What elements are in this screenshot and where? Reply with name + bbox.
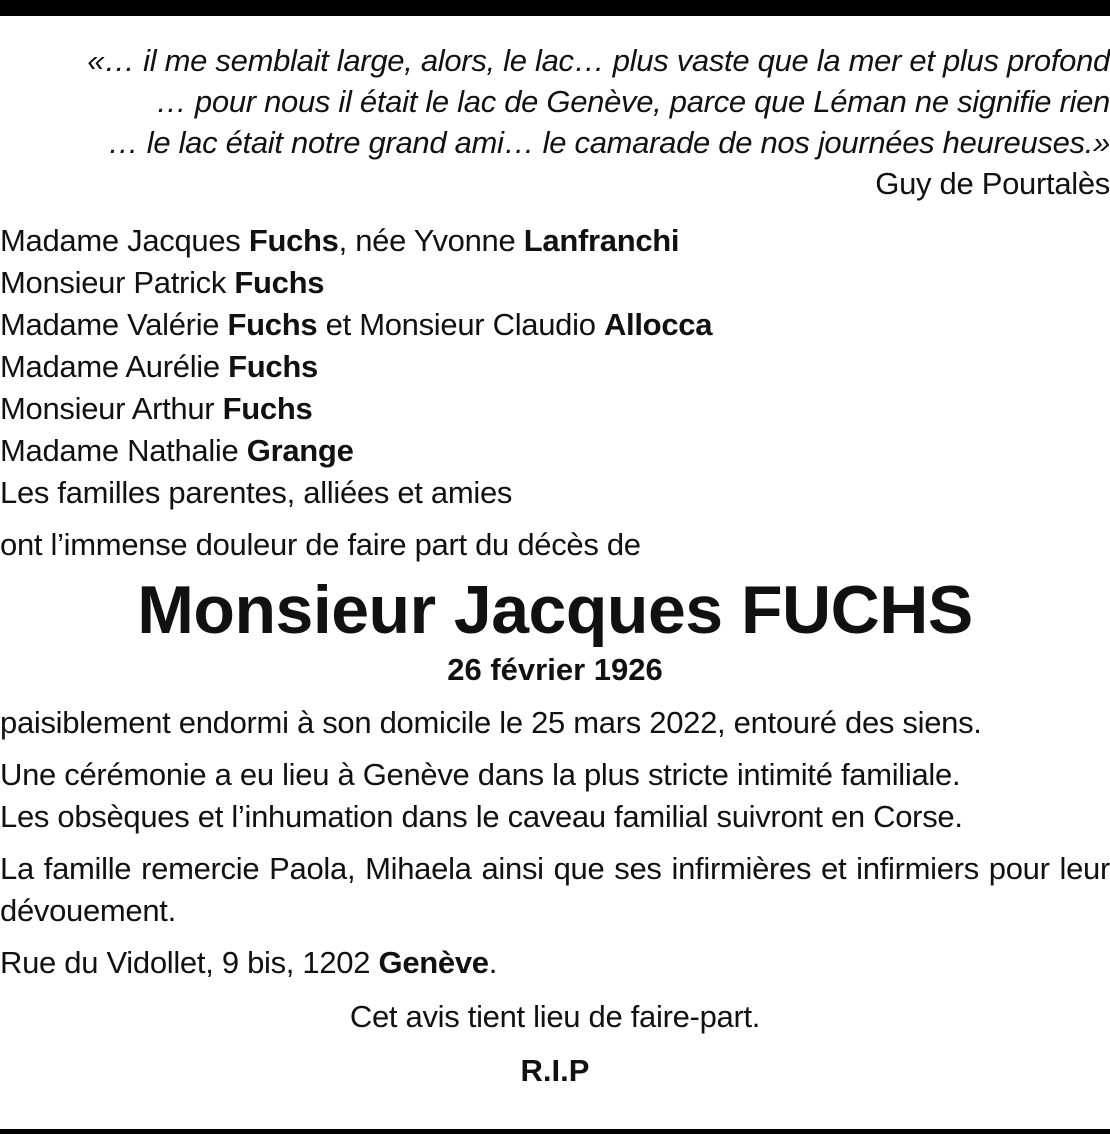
quote-line: … le lac était notre grand ami… le camarade de nos journées heureuses.» — [107, 125, 1110, 160]
family-member-line: Monsieur Arthur Fuchs — [0, 391, 313, 426]
funeral-line: Les obsèques et l’inhumation dans le caveau familial suivront en Corse. — [0, 799, 963, 834]
address: Rue du Vidollet, 9 bis, 1202 Genève. — [0, 945, 498, 980]
quote-line: … pour nous il était le lac de Genève, parce que Léman ne signifie rien — [155, 84, 1110, 119]
quote-line: «… il me semblait large, alors, le lac… plus vaste que la mer et plus profond — [87, 43, 1110, 78]
rip-text: R.I.P — [520, 1053, 590, 1088]
ceremony-line: Une cérémonie a eu lieu à Genève dans la plus stricte intimité familiale. — [0, 757, 961, 792]
ceremony-details — [0, 754, 1110, 838]
obituary-notice — [0, 40, 1110, 1092]
bottom-rule — [0, 1129, 1110, 1134]
birth-date: 26 février 1926 — [447, 652, 663, 687]
deceased-name: Monsieur Jacques FUCHS — [137, 572, 973, 648]
family-member-line: Madame Jacques Fuchs, née Yvonne Lanfranchi — [0, 223, 680, 258]
notice-text: Cet avis tient lieu de faire-part. — [349, 999, 761, 1034]
family-member-line: Madame Valérie Fuchs et Monsieur Claudio Allocca — [0, 307, 713, 342]
family-member-line: Les familles parentes, alliées et amies — [0, 475, 513, 510]
family-list — [0, 220, 1110, 514]
epigraph-quote — [0, 40, 1110, 204]
family-member-line: Monsieur Patrick Fuchs — [0, 265, 325, 300]
death-details: paisiblement endormi à son domicile le 25 mars 2022, entouré des siens. — [0, 705, 982, 740]
top-rule — [0, 0, 1110, 16]
announcement-text: ont l’immense douleur de faire part du décès de — [0, 527, 641, 562]
family-member-line: Madame Nathalie Grange — [0, 433, 354, 468]
quote-author: Guy de Pourtalès — [875, 166, 1110, 201]
thanks-text: La famille remercie Paola, Mihaela ainsi que ses infirmières et infirmiers pour leur dévouement. — [0, 851, 1110, 928]
family-member-line: Madame Aurélie Fuchs — [0, 349, 318, 384]
